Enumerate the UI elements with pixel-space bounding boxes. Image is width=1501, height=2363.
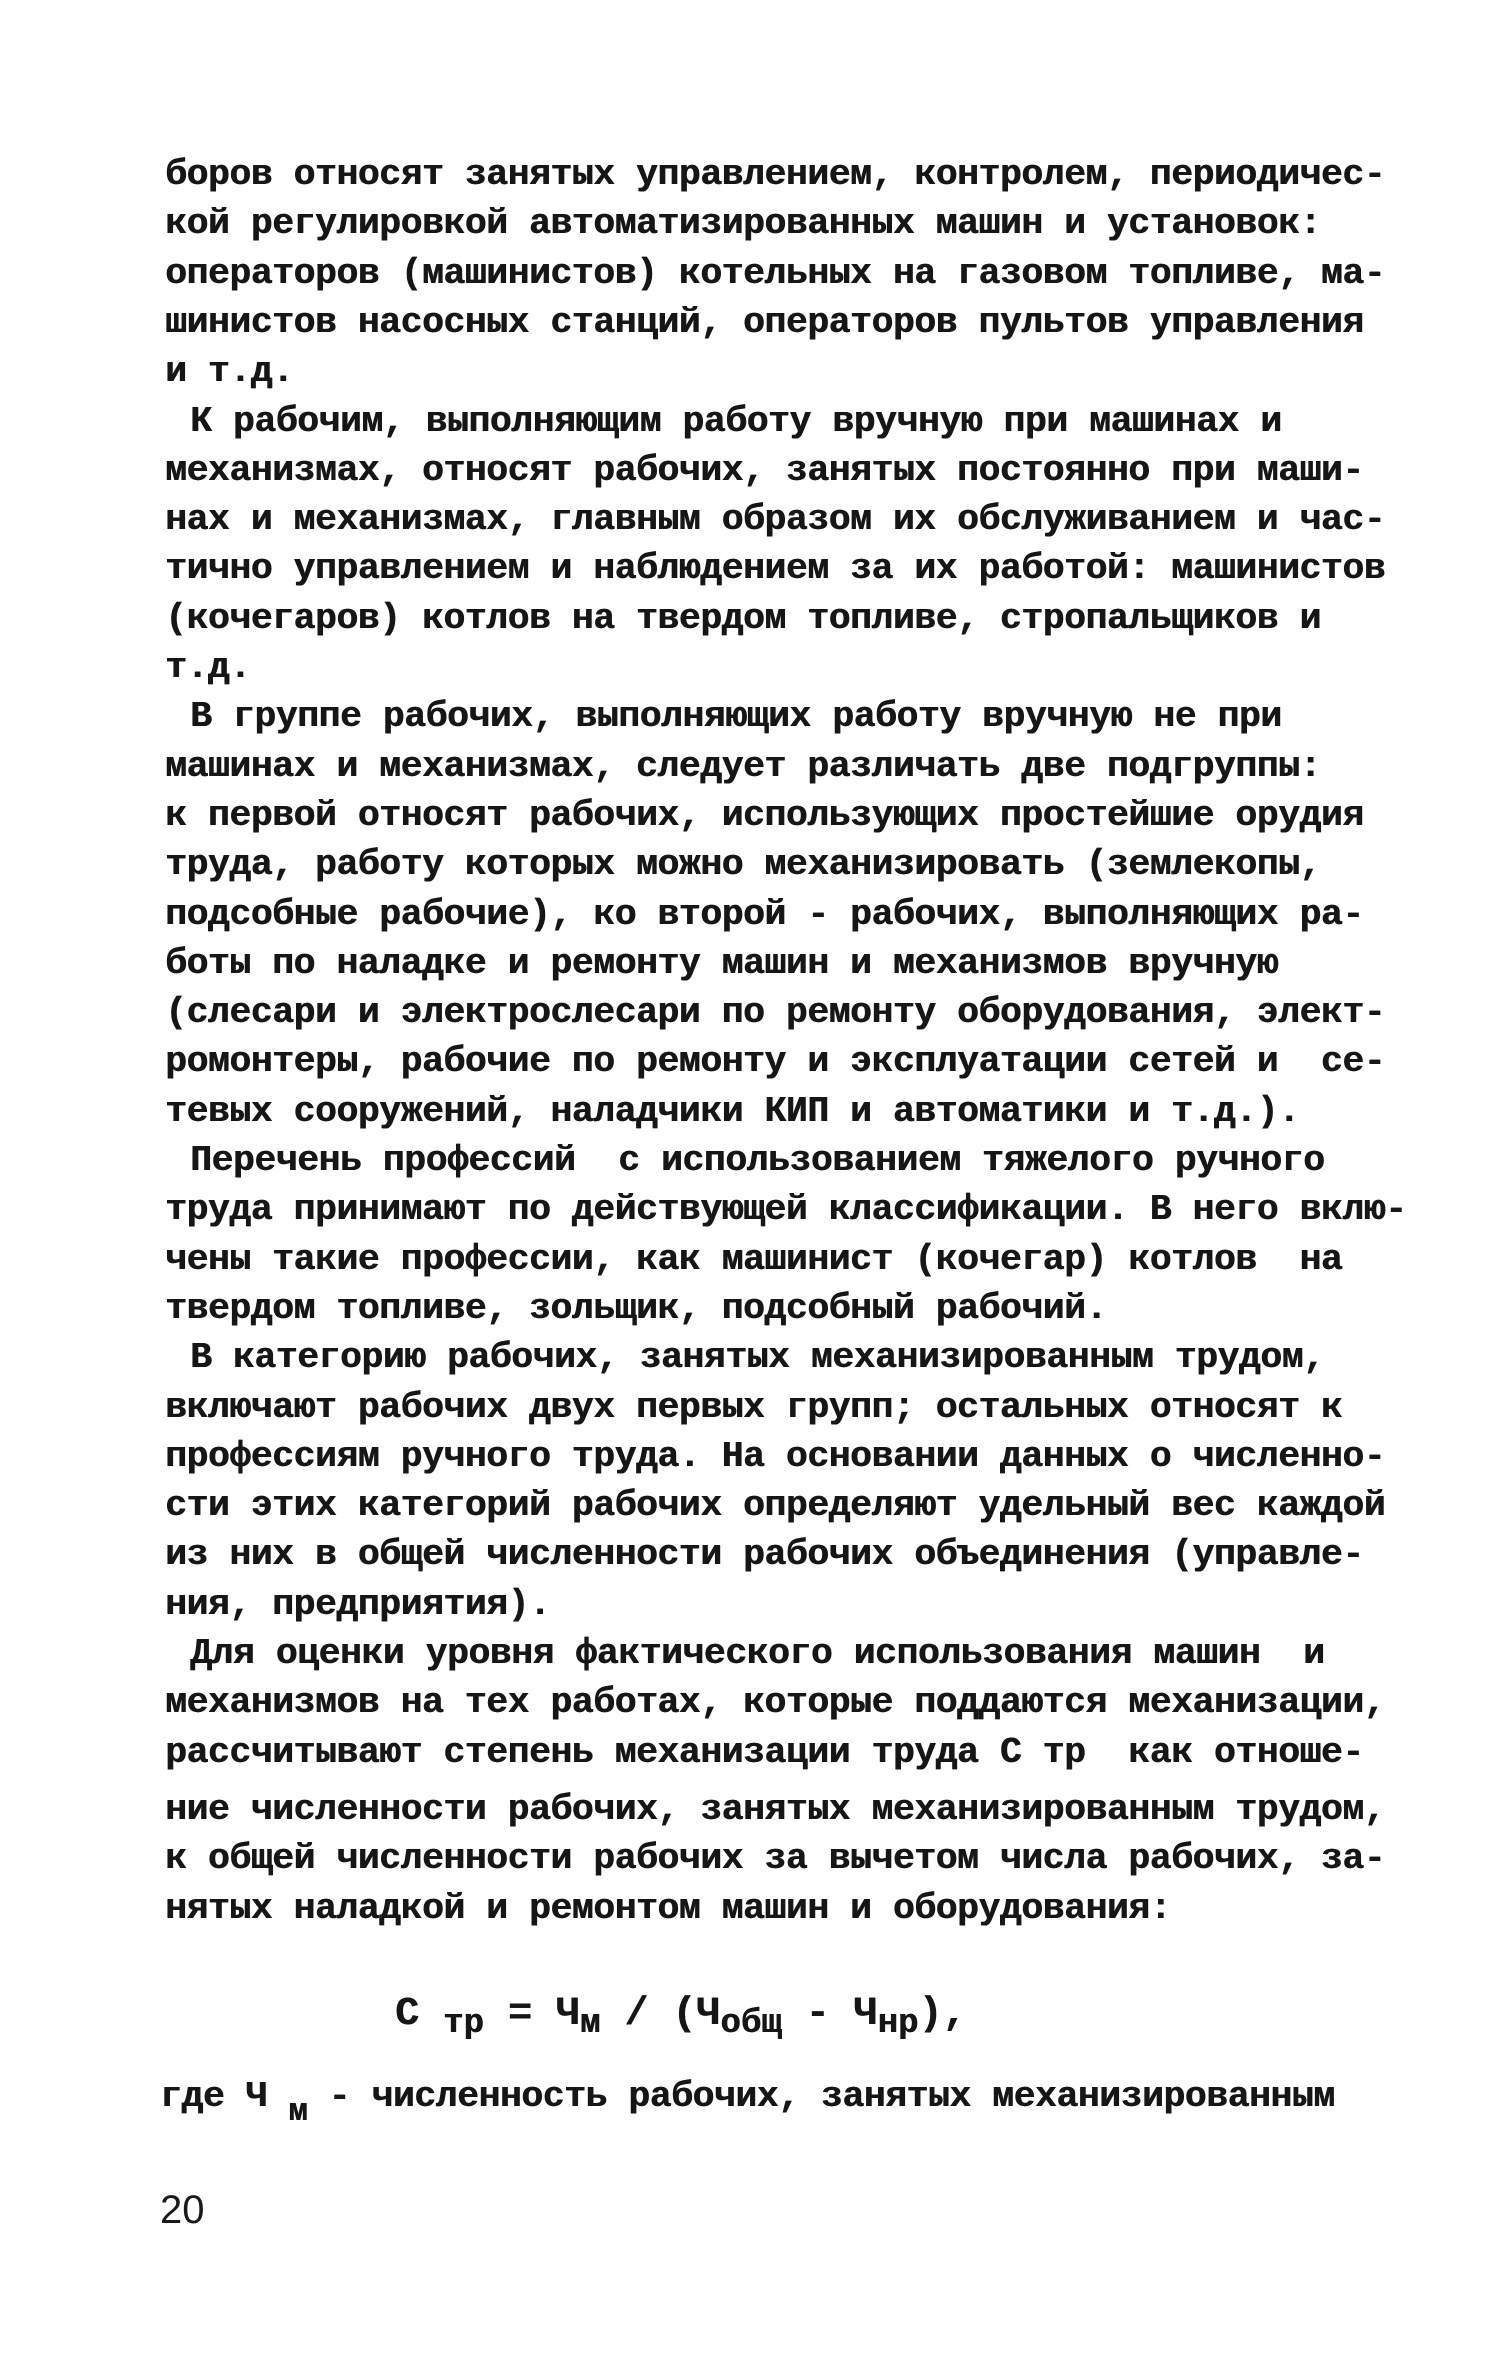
text-line: боров относят занятых управлением, контролем, периодичес- — [165, 154, 1386, 195]
text-line: механизмов на тех работах, которые поддаются механизации, — [165, 1682, 1386, 1724]
text-line: К рабочим, выполняющим работу вручную при машинах и — [190, 400, 1282, 442]
page-number: 20 — [160, 2188, 205, 2232]
text-line: ния, предприятия). — [165, 1583, 551, 1625]
text-line: сти этих категорий рабочих определяют удельный вес каждой — [165, 1485, 1386, 1527]
formula-lhs: С — [395, 1992, 420, 2037]
text-line: кой регулировкой автоматизированных машин и установок: — [165, 203, 1321, 245]
text-line: труда принимают по действующей классификации. В него вклю- — [165, 1189, 1407, 1231]
text-line: нах и механизмах, главным образом их обслуживанием и час- — [165, 499, 1386, 541]
text-line: операторов (машинистов) котельных на газовом топливе, ма- — [165, 252, 1386, 294]
definition-subscript: м — [288, 2093, 308, 2130]
text-line: к первой относят рабочих, использующих простейшие орудия — [165, 794, 1364, 836]
formula-lhs-subscript: тр — [443, 2005, 484, 2043]
text-line: из них в общей численности рабочих объединения (управле- — [165, 1534, 1364, 1576]
formula-divide: / (Ч — [600, 1992, 721, 2037]
text-line: твердом топливе, зольщик, подсобный рабочий. — [165, 1287, 1107, 1329]
text-line: машинах и механизмах, следует различать две подгруппы: — [165, 745, 1321, 787]
text-line: тично управлением и наблюдением за их работой: машинистов — [165, 548, 1386, 590]
text-line: включают рабочих двух первых групп; остальных относят к — [165, 1386, 1343, 1428]
formula-equals: = Ч — [483, 1992, 580, 2037]
text-line: подсобные рабочие), ко второй - рабочих, выполняющих ра- — [165, 893, 1364, 935]
definition-prefix: где Ч — [160, 2076, 289, 2117]
text-line: В группе рабочих, выполняющих работу вручную не при — [190, 696, 1282, 738]
text-line: нятых наладкой и ремонтом машин и оборудования: — [165, 1887, 1171, 1929]
formula-m-subscript: м — [579, 2005, 601, 2043]
text-line: труда, работу которых можно механизировать (землекопы, — [165, 844, 1321, 886]
text-line: шинистов насосных станций, операторов пультов управления — [165, 301, 1364, 343]
text-line: ромонтеры, рабочие по ремонту и эксплуатации сетей и се- — [165, 1041, 1386, 1083]
text-line: чены такие профессии, как машинист (кочегар) котлов на — [165, 1238, 1343, 1280]
text-line: т.д. — [165, 647, 251, 688]
text-line: ние численности рабочих, занятых механизированным трудом, — [165, 1788, 1386, 1830]
text-line: (слесари и электрослесари по ремонту оборудования, элект- — [165, 992, 1386, 1034]
formula-end: ), — [918, 1992, 967, 2037]
text-line: к общей численности рабочих за вычетом числа рабочих, за- — [165, 1838, 1386, 1880]
text-line: В категорию рабочих, занятых механизированным трудом, — [190, 1337, 1325, 1379]
text-line: Перечень профессий с использованием тяжелого ручного — [190, 1140, 1325, 1181]
text-line: механизмах, относят рабочих, занятых постоянно при маши- — [165, 449, 1364, 491]
formula-nr-subscript: нр — [877, 2005, 919, 2043]
text-line: (кочегаров) котлов на твердом топливе, стропальщиков и — [165, 597, 1321, 639]
text-line: рассчитывают степень механизации труда С тр как отноше- — [165, 1731, 1364, 1773]
formula-total-subscript: общ — [720, 2005, 782, 2043]
text-line: тевых сооружений, наладчики КИП и автоматики и т.д.). — [165, 1090, 1300, 1132]
text-line: профессиям ручного труда. На основании данных о численно- — [165, 1435, 1386, 1477]
text-line: и т.д. — [165, 351, 294, 393]
definition-line — [160, 2072, 1335, 2130]
formula-minus: - Ч — [781, 1992, 878, 2037]
text-line: боты по наладке и ремонту машин и механизмов вручную — [165, 942, 1278, 984]
definition-suffix: - численность рабочих, занятых механизированным — [307, 2076, 1335, 2117]
text-line: Для оценки уровня фактического использования машин и — [190, 1633, 1325, 1674]
formula — [395, 1985, 966, 2046]
